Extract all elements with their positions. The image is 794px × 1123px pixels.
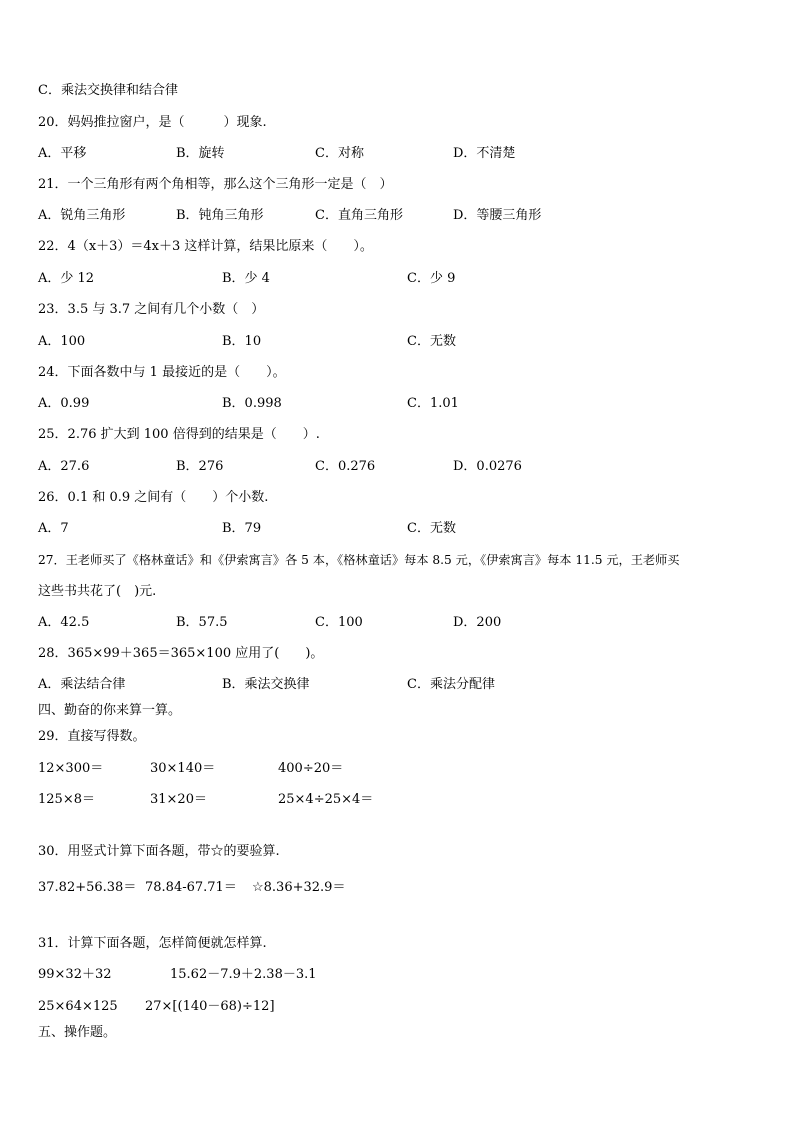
q27-option-c: C．100 xyxy=(315,615,363,630)
q29-expression: 12×300＝ xyxy=(38,761,104,776)
q31-expression: 25×64×125 xyxy=(38,999,118,1014)
q22-option-a: A．少 12 xyxy=(38,271,95,286)
q30-expression: 78.84-67.71＝ xyxy=(145,880,237,895)
q27-option-b: B．57.5 xyxy=(176,615,228,630)
q26-option-b: B．79 xyxy=(222,521,262,536)
q21-option-c: C．直角三角形 xyxy=(315,208,403,223)
q27-option-d: D．200 xyxy=(453,615,502,630)
q24-option-c: C．1.01 xyxy=(407,396,459,411)
q20-option-b: B．旋转 xyxy=(176,146,225,161)
question-27: 27．王老师买了《格林童话》和《伊索寓言》各 5 本，《格林童话》每本 8.5 元，《伊索寓言》每本 11.5 元，王老师买 xyxy=(38,553,680,567)
q22-option-c: C．少 9 xyxy=(407,271,456,286)
q22-option-b: B．少 4 xyxy=(222,271,270,286)
q20-option-a: A．平移 xyxy=(38,146,87,161)
q23-option-b: B．10 xyxy=(222,334,262,349)
q23-option-c: C．无数 xyxy=(407,334,456,349)
q25-option-b: B．276 xyxy=(176,459,224,474)
q20-option-d: D．不清楚 xyxy=(453,146,516,161)
q25-option-d: D．0.0276 xyxy=(453,459,522,474)
q24-option-a: A．0.99 xyxy=(38,396,90,411)
question-24: 24．下面各数中与 1 最接近的是（ ）。 xyxy=(38,365,286,380)
question-28: 28．365×99＋365＝365×100 应用了( )。 xyxy=(38,646,324,661)
q28-option-c: C．乘法分配律 xyxy=(407,677,495,692)
section-four-heading: 四、勤奋的你来算一算。 xyxy=(38,703,182,718)
q23-option-a: A．100 xyxy=(38,334,86,349)
question-26: 26．0.1 和 0.9 之间有（ ）个小数. xyxy=(38,490,269,505)
question-22: 22．4（x＋3）＝4x＋3 这样计算，结果比原来（ ）。 xyxy=(38,239,373,254)
q26-option-c: C．无数 xyxy=(407,521,456,536)
q20-option-c: C．对称 xyxy=(315,146,364,161)
q25-option-a: A．27.6 xyxy=(38,459,90,474)
q28-option-b: B．乘法交换律 xyxy=(222,677,310,692)
question-25: 25．2.76 扩大到 100 倍得到的结果是（ ）. xyxy=(38,427,320,442)
question-21: 21．一个三角形有两个角相等，那么这个三角形一定是（ ） xyxy=(38,177,393,192)
q31-expression: 99×32＋32 xyxy=(38,967,112,982)
q24-option-b: B．0.998 xyxy=(222,396,282,411)
q21-option-a: A．锐角三角形 xyxy=(38,208,126,223)
q28-option-a: A．乘法结合律 xyxy=(38,677,126,692)
q30-expression: 37.82+56.38＝ xyxy=(38,880,137,895)
question-31: 31．计算下面各题，怎样简便就怎样算. xyxy=(38,936,267,951)
question-23: 23．3.5 与 3.7 之间有几个小数（ ） xyxy=(38,302,265,317)
q25-option-c: C．0.276 xyxy=(315,459,376,474)
question-29: 29．直接写得数。 xyxy=(38,729,146,744)
q21-option-d: D．等腰三角形 xyxy=(453,208,542,223)
question-20: 20．妈妈推拉窗户，是（ ）现象. xyxy=(38,115,267,130)
question-27-continued: 这些书共花了( )元. xyxy=(38,584,157,599)
q29-expression: 400÷20＝ xyxy=(278,761,344,776)
q26-option-a: A．7 xyxy=(38,521,69,536)
q29-expression: 125×8＝ xyxy=(38,792,95,807)
q29-expression: 30×140＝ xyxy=(150,761,216,776)
q29-expression: 31×20＝ xyxy=(150,792,207,807)
q29-expression: 25×4÷25×4＝ xyxy=(278,792,374,807)
section-five-heading: 五、操作题。 xyxy=(38,1025,117,1040)
q30-expression: ☆8.36+32.9＝ xyxy=(252,880,346,895)
q21-option-b: B．钝角三角形 xyxy=(176,208,264,223)
q31-expression: 27×[(140－68)÷12] xyxy=(145,999,275,1014)
question-30: 30．用竖式计算下面各题，带☆的要验算. xyxy=(38,844,280,859)
q27-option-a: A．42.5 xyxy=(38,615,90,630)
q31-expression: 15.62－7.9＋2.38－3.1 xyxy=(170,967,317,982)
q19-option-c: C．乘法交换律和结合律 xyxy=(38,83,178,98)
